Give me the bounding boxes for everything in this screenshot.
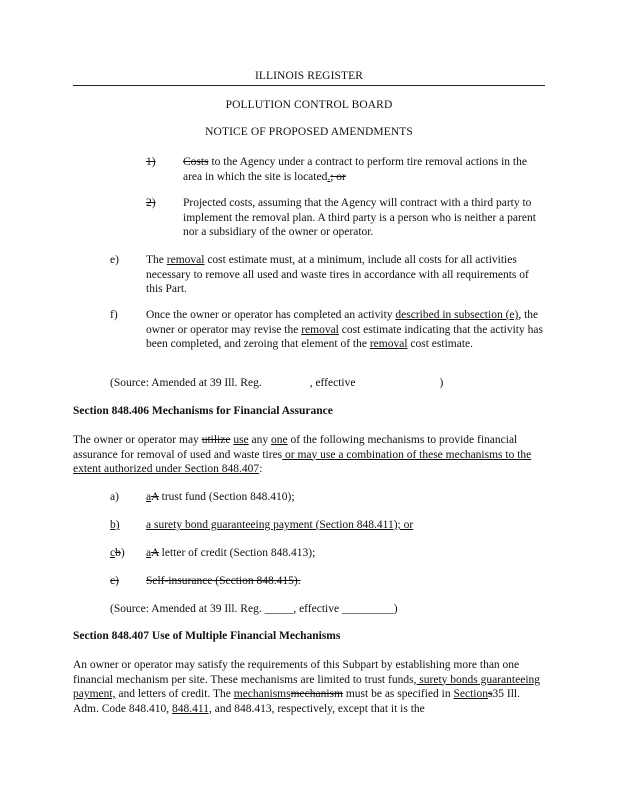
item-d1-number: 1) (146, 156, 156, 168)
section-407-body: An owner or operator may satisfy the requirements of this Subpart by establishing more than one financial mechanism per site. These mechanisms are limited to trust funds, surety bonds guaranteeing payment, and letters of credit. The mechanismsmechanism must be as specified in Sections35 Ill. Adm. Code 848.410, 848.411, and 848.413, respectively, except that it is the (73, 659, 541, 715)
item-f-text: Once the owner or operator has completed an activity described in subsection (e), the owner or operator may revise the removal cost estimate indicating that the activity has been completed, and zeroing that element of the removal cost estimate. (146, 309, 543, 350)
notice-title: NOTICE OF PROPOSED AMENDMENTS (205, 126, 413, 138)
item-b-number: b) (110, 519, 120, 531)
item-e-text: The removal cost estimate must, at a minimum, include all costs for all activities necessary to remove all used and waste tires in accordance with all requirements of this Part. (146, 254, 529, 295)
item-a-text: aA trust fund (Section 848.410); (146, 491, 295, 503)
item-c-number: cb) (110, 547, 125, 559)
source-note-2: (Source: Amended at 39 Ill. Reg. _____, effective _________) (110, 603, 398, 615)
item-f-number: f) (110, 309, 118, 321)
register-header: ILLINOIS REGISTER (254, 70, 364, 82)
item-d2-number: 2) (146, 197, 156, 209)
item-d-number: c) (110, 575, 119, 587)
section-406-intro: The owner or operator may utilize use any one of the following mechanisms to provide financial assurance for removal of used and waste tires or may use a combination of these mechanisms to the extent authorized under Section 848.407: (73, 434, 532, 475)
item-c-text: aA letter of credit (Section 848.413); (146, 547, 316, 559)
item-d2-text: Projected costs, assuming that the Agency will contract with a third party to implement the removal plan. A third party is a person who is neither a parent nor a subsidiary of the owner or operator. (183, 197, 536, 238)
section-407-title: Section 848.407 Use of Multiple Financial Mechanisms (73, 630, 341, 642)
board-title: POLLUTION CONTROL BOARD (225, 99, 393, 111)
item-b-text: a surety bond guaranteeing payment (Section 848.411); or (146, 519, 414, 531)
header-rule (73, 85, 545, 86)
item-e-number: e) (110, 254, 119, 266)
item-d-text: Self-insurance (Section 848.415). (146, 575, 301, 587)
source-note-1: (Source: Amended at 39 Ill. Reg. , effective ) (110, 377, 444, 389)
section-406-title: Section 848.406 Mechanisms for Financial Assurance (73, 405, 333, 417)
item-a-number: a) (110, 491, 119, 503)
item-d1-text: Costs to the Agency under a contract to perform tire removal actions in the area in which the site is located.; or (183, 156, 527, 183)
